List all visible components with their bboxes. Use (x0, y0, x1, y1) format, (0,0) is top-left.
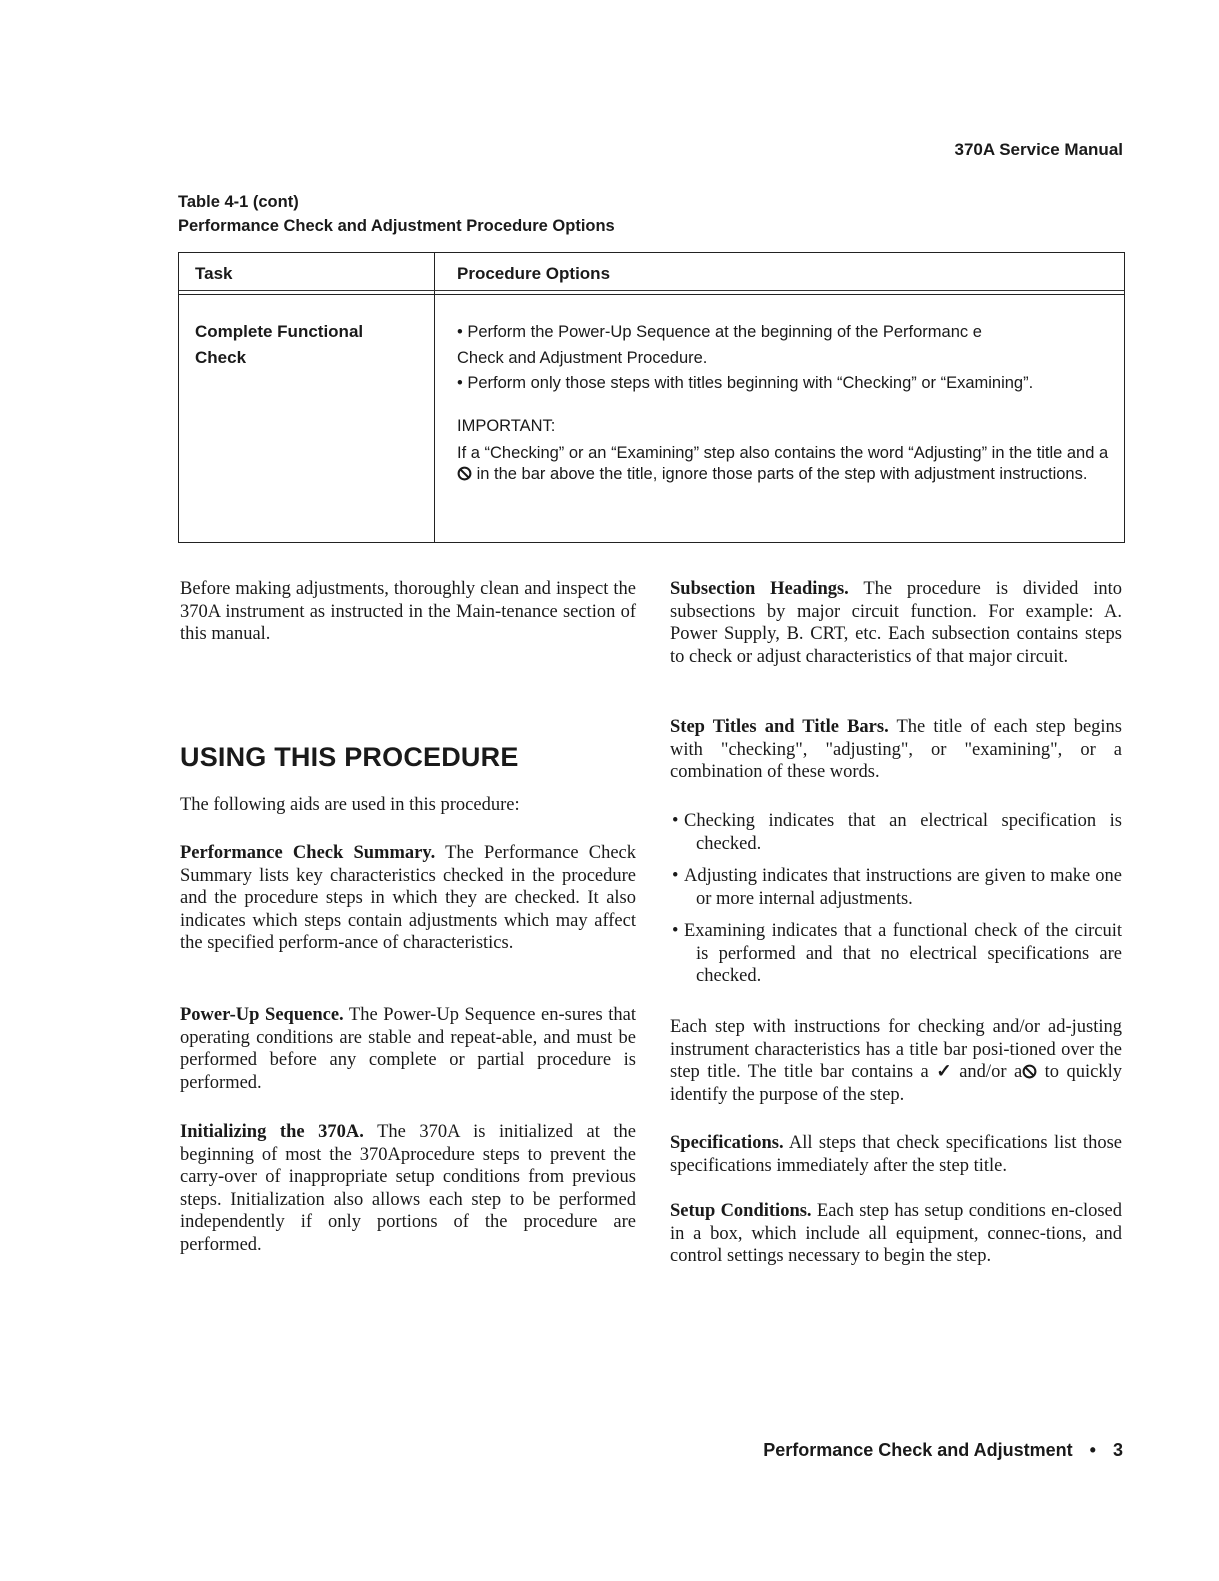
table-title: Performance Check and Adjustment Procedure Options (178, 217, 615, 235)
paragraph-text: Each step has setup conditions en-closed in a box, which include all equipment, connec-tions, and control settings necessary to begin the step. (670, 1201, 1122, 1266)
title-bar-text-part2: and/or a (959, 1062, 1023, 1082)
column-header-procedure-options: Procedure Options (457, 264, 611, 283)
paragraph-setup-conditions (670, 1200, 1122, 1268)
procedure-options-table (178, 252, 1125, 543)
step-type-list (670, 810, 1122, 998)
paragraph-specifications (670, 1132, 1122, 1177)
important-text-part1: If a “Checking” or an “Examining” step also contains the word “Adjusting” in the title and a (457, 444, 1109, 462)
paragraph-lead: Setup Conditions. (670, 1201, 812, 1221)
list-item: • Checking indicates that an electrical specification is checked. (672, 811, 1122, 854)
paragraph-subsection-headings (670, 578, 1122, 668)
paragraph-lead: Power-Up Sequence. (180, 1005, 344, 1025)
task-name-line2: Check (195, 348, 247, 367)
prohibit-icon (1022, 1064, 1037, 1079)
paragraph-lead: Performance Check Summary. (180, 843, 436, 863)
header-rule (179, 290, 1124, 291)
page-footer (763, 1440, 1123, 1461)
prohibit-icon (457, 466, 472, 481)
list-item-text: Examining indicates that a functional check of the circuit is performed and that no electrical specifications are checked. (684, 921, 1122, 986)
title-bar-text-part3: to quickly identify the purpose of the step. (670, 1062, 1123, 1105)
paragraph-performance-check-summary (180, 842, 636, 955)
list-item-text: Adjusting indicates that instructions are given to make one or more internal adjustments. (684, 866, 1122, 909)
intro-text: Before making adjustments, thoroughly clean and inspect the 370A instrument as instructed in the Main-tenance section of this manual. (180, 579, 636, 644)
list-item: • Examining indicates that a functional check of the circuit is performed and that no electrical specifications are checked. (672, 921, 1122, 986)
footer-section-title: Performance Check and Adjustment (763, 1440, 1073, 1460)
paragraph-lead: Step Titles and Title Bars. (670, 717, 889, 737)
task-name-line1: Complete Functional (195, 322, 364, 341)
paragraph-text: The 370A is initialized at the beginning of most the 370Aprocedure steps to prevent the carry-over of inappropriate setup conditions from previous steps. Initialization also allows each step to be performed independently if only portions of the procedure are performed. (180, 1122, 637, 1255)
paragraph-lead: Subsection Headings. (670, 579, 849, 599)
column-header-task: Task (195, 264, 233, 283)
task-cell (195, 319, 415, 371)
column-divider (434, 253, 435, 542)
paragraph-text: The Power-Up Sequence en-sures that operating conditions are stable and repeat-able, and must be performed before any complete or partial procedure is performed. (180, 1005, 636, 1093)
list-item-text: Checking indicates that an electrical specification is checked. (684, 811, 1122, 854)
running-head: 370A Service Manual (954, 140, 1123, 159)
important-text (457, 443, 1121, 485)
paragraph-power-up-sequence (180, 1004, 636, 1094)
important-label: IMPORTANT: (457, 417, 556, 435)
table-number: Table 4-1 (cont) (178, 193, 299, 211)
paragraph-lead: Initializing the 370A. (180, 1122, 364, 1142)
paragraph-initializing (180, 1121, 636, 1256)
paragraph-lead: Specifications. (670, 1133, 784, 1153)
paragraph-step-titles (670, 716, 1122, 784)
header-rule-double (179, 294, 1124, 295)
aids-intro (180, 794, 636, 817)
aids-intro-text: The following aids are used in this procedure: (180, 795, 520, 815)
paragraph-text: The Performance Check Summary lists key characteristics checked in the procedure and the procedure steps in which they are checked. It also indicates which steps contain adjustments which may affect the specified perform-ance of characteristics. (180, 843, 636, 953)
intro-paragraph (180, 578, 636, 646)
page-number: 3 (1112, 1440, 1123, 1460)
paragraph-text: The title of each step begins with "checking", "adjusting", or "examining", or a combination of these words. (670, 717, 1123, 782)
important-text-part2: in the bar above the title, ignore those parts of the step with adjustment instructions. (476, 465, 1088, 483)
footer-separator: • (1089, 1440, 1096, 1460)
option-bullet-2: • Perform only those steps with titles beginning with “Checking” or “Examining”. (457, 374, 1034, 392)
title-bar-text-part1: Each step with instructions for checking and/or ad-justing instrument characteristics has a title bar posi-tioned over the step title. The title bar contains a (670, 1017, 1122, 1082)
option-bullet-1-line1: • Perform the Power-Up Sequence at the beginning of the Performanc e (457, 323, 982, 341)
option-bullet-1 (457, 319, 1121, 371)
checkmark-icon: ✓ (936, 1062, 952, 1082)
section-heading: USING THIS PROCEDURE (180, 742, 519, 772)
paragraph-text: The procedure is divided into subsections by major circuit function. For example: A. Power Supply, B. CRT, etc. Each subsection contains steps to check or adjust characteristics of that major circuit. (670, 579, 1122, 667)
paragraph-text: All steps that check specifications list those specifications immediately after the step title. (670, 1133, 1122, 1176)
table-caption (178, 190, 615, 238)
list-item: • Adjusting indicates that instructions are given to make one or more internal adjustments. (672, 866, 1122, 909)
paragraph-title-bar (670, 1016, 1122, 1106)
option-bullet-1-line2: Check and Adjustment Procedure. (457, 349, 708, 367)
procedure-options-cell (457, 319, 1121, 485)
